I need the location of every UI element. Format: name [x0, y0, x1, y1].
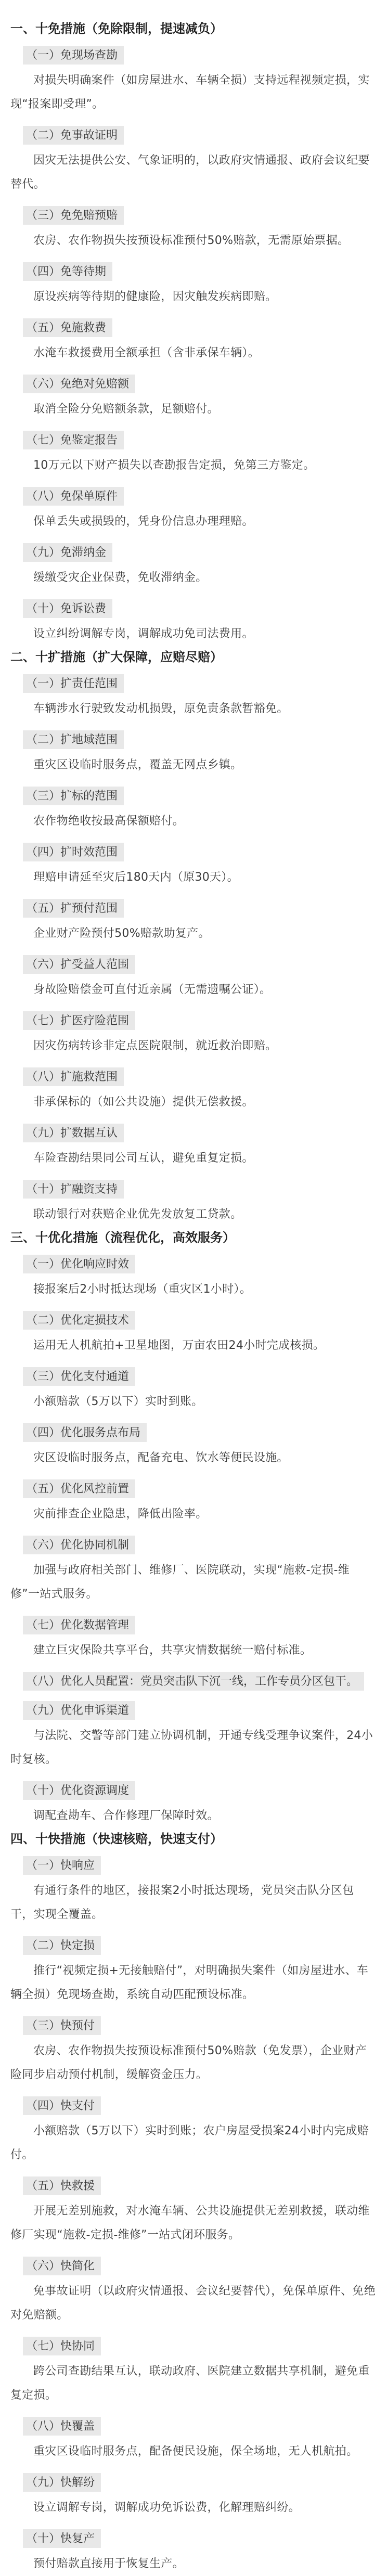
subsection-title: （八）扩施救范围 — [23, 1067, 124, 1086]
paragraph: 接报案后2小时抵达现场（重灾区1小时）。 — [33, 1283, 251, 1296]
subsection-title: （一）免现场查勘 — [23, 46, 124, 65]
subsection-title: （六）快简化 — [23, 2257, 101, 2275]
paragraph: 理赔申请延至灾后180天内（原30天）。 — [33, 871, 239, 884]
section-heading: 一、十免措施（免除限制，提速减负） — [10, 21, 223, 36]
subsection-title: （六）免绝对免赔额 — [23, 375, 135, 393]
paragraph: 灾区设临时服务点，配备充电、饮水等便民设施。 — [33, 1451, 289, 1464]
subsection-title: （五）扩预付范围 — [23, 899, 124, 918]
subsection-title: （八）优化人员配置：党员突击队下沉一线，工作专员分区包干。 — [23, 1672, 364, 1691]
paragraph: 开展无差别施救，对水淹车辆、公共设施提供无差别救援，联动维修厂实现“施救-定损-维修”一站式闭环服务。 — [10, 2205, 370, 2242]
paragraph: 缓缴受灾企业保费，免收滞纳金。 — [33, 571, 208, 584]
subsection-title: （七）快协同 — [23, 2337, 101, 2355]
subsection-title: （二）优化定损技术 — [23, 1311, 135, 1330]
section-heading: 二、十扩措施（扩大保障，应赔尽赔） — [10, 650, 223, 664]
paragraph: 免事故证明（以政府灾情通报、会议纪要替代），免保单原件、免绝对免赔额。 — [10, 2285, 376, 2322]
paragraph: 与法院、交警等部门建立协调机制，开通专线受理争议案件，24小时复核。 — [10, 1729, 373, 1766]
paragraph: 因灾无法提供公安、气象证明的，以政府灾情通报、政府会议纪要替代。 — [10, 154, 370, 191]
subsection-title: （二）快定损 — [23, 1936, 101, 1955]
subsection-title: （八）免保单原件 — [23, 487, 124, 506]
subsection-title: （九）快解纷 — [23, 2473, 101, 2492]
subsection-title: （五）优化风控前置 — [23, 1479, 135, 1498]
subsection-title: （三）扩标的范围 — [23, 787, 124, 805]
paragraph: 对损失明确案件（如房屋进水、车辆全损）支持远程视频定损，实现“报案即受理”。 — [10, 74, 370, 111]
subsection-title: （三）免免赔预赔 — [23, 206, 124, 225]
subsection-title: （五）免施救费 — [23, 318, 112, 337]
subsection-title: （十）免诉讼费 — [23, 599, 112, 618]
paragraph: 农房、农作物损失按预设标准预付50%赔款，无需原始票据。 — [33, 234, 350, 247]
paragraph: 设立纠纷调解专岗，调解成功免司法费用。 — [33, 627, 254, 640]
paragraph: 保单丢失或损毁的，凭身份信息办理理赔。 — [33, 515, 254, 528]
subsection-title: （十）优化资源调度 — [23, 1781, 135, 1800]
subsection-title: （六）优化协同机制 — [23, 1536, 135, 1554]
paragraph: 运用无人机航拍+卫星地图，万亩农田24小时完成核损。 — [33, 1339, 325, 1352]
subsection-title: （一）扩责任范围 — [23, 674, 124, 693]
paragraph: 加强与政府相关部门、维修厂、医院联动，实现“施救-定损-维修”一站式服务。 — [10, 1564, 350, 1601]
paragraph: 原设疾病等待期的健康险，因灾触发疾病即赔。 — [33, 290, 277, 303]
section-heading: 四、十快措施（快速核赔，快速支付） — [10, 1832, 223, 1846]
paragraph: 推行“视频定损+无接触赔付”，对明确损失案件（如房屋进水、车辆全损）免现场查勘，系统自动匹配预设标准。 — [10, 1964, 369, 2001]
subsection-title: （四）扩时效范围 — [23, 843, 124, 861]
subsection-title: （九）优化申诉渠道 — [23, 1701, 135, 1720]
subsection-title: （七）优化数据管理 — [23, 1616, 135, 1634]
paragraph: 农作物绝收按最高保额赔付。 — [33, 815, 184, 828]
subsection-title: （二）扩地域范围 — [23, 730, 124, 749]
paragraph: 取消全险分免赔额条款，足额赔付。 — [33, 403, 219, 416]
section-heading: 三、十优化措施（流程优化，高效服务） — [10, 1230, 235, 1245]
paragraph: 设立调解专岗，调解成功免诉讼费，化解理赔纠纷。 — [33, 2501, 300, 2514]
subsection-title: （九）扩数据互认 — [23, 1124, 124, 1142]
paragraph: 灾前排查企业隐患，降低出险率。 — [33, 1508, 208, 1521]
subsection-title: （四）快支付 — [23, 2096, 101, 2115]
paragraph: 车辆涉水行驶致发动机损毁，原免责条款暂豁免。 — [33, 702, 289, 715]
paragraph: 重灾区设临时服务点，配备便民设施，保全场地，无人机航拍。 — [33, 2445, 358, 2458]
paragraph: 因灾伤病转诊非定点医院限制，就近救治即赔。 — [33, 1039, 277, 1052]
paragraph: 重灾区设临时服务点，覆盖无网点乡镇。 — [33, 758, 242, 771]
paragraph: 企业财产险预付50%赔款助复产。 — [33, 927, 210, 940]
paragraph: 身故险赔偿金可直付近亲属（无需遗嘱公证）。 — [33, 983, 272, 996]
paragraph: 预付赔款直接用于恢复生产。 — [33, 2557, 184, 2570]
paragraph: 建立巨灾保险共享平台，共享灾情数据统一赔付标准。 — [33, 1644, 312, 1657]
subsection-title: （四）免等待期 — [23, 262, 112, 281]
subsection-title: （九）免滞纳金 — [23, 543, 112, 562]
subsection-title: （四）优化服务点布局 — [23, 1423, 147, 1442]
paragraph: 车险查勘结果同公司互认，避免重复定损。 — [33, 1152, 254, 1165]
paragraph: 联动银行对获赔企业优先发放复工贷款。 — [33, 1208, 242, 1221]
paragraph: 有通行条件的地区，接报案2小时抵达现场，党员突击队分区包干，实现全覆盖。 — [10, 1884, 354, 1921]
paragraph: 10万元以下财产损失以查勘报告定损，免第三方鉴定。 — [33, 459, 315, 472]
paragraph: 农房、农作物损失按预设标准预付50%赔款（免发票），企业财产险同步启动预付机制，缓解资金压力。 — [10, 2044, 367, 2081]
subsection-title: （五）快救援 — [23, 2176, 101, 2195]
subsection-title: （一）快响应 — [23, 1856, 101, 1875]
paragraph: 跨公司查勘结果互认，联动政府、医院建立数据共享机制，避免重复定损。 — [10, 2365, 370, 2402]
paragraph: 水淹车救援费用全额承担（含非承保车辆）。 — [33, 346, 260, 359]
subsection-title: （八）快覆盖 — [23, 2417, 101, 2436]
subsection-title: （三）快预付 — [23, 2016, 101, 2035]
subsection-title: （三）优化支付通道 — [23, 1367, 135, 1386]
paragraph: 小额赔款（5万以下）实时到账。 — [33, 1395, 203, 1408]
paragraph: 非承保标的（如公共设施）提供无偿救援。 — [33, 1096, 254, 1109]
subsection-title: （十）扩融资支持 — [23, 1180, 124, 1199]
subsection-title: （六）扩受益人范围 — [23, 955, 135, 974]
subsection-title: （七）免鉴定报告 — [23, 431, 124, 449]
subsection-title: （一）优化响应时效 — [23, 1255, 135, 1273]
subsection-title: （十）快复产 — [23, 2529, 101, 2548]
subsection-title: （七）扩医疗险范围 — [23, 1011, 135, 1030]
paragraph: 调配查勘车、合作修理厂保障时效。 — [33, 1809, 219, 1822]
paragraph: 小额赔款（5万以下）实时到账；农户房屋受损案24小时内完成赔付。 — [10, 2124, 369, 2161]
subsection-title: （二）免事故证明 — [23, 126, 124, 145]
